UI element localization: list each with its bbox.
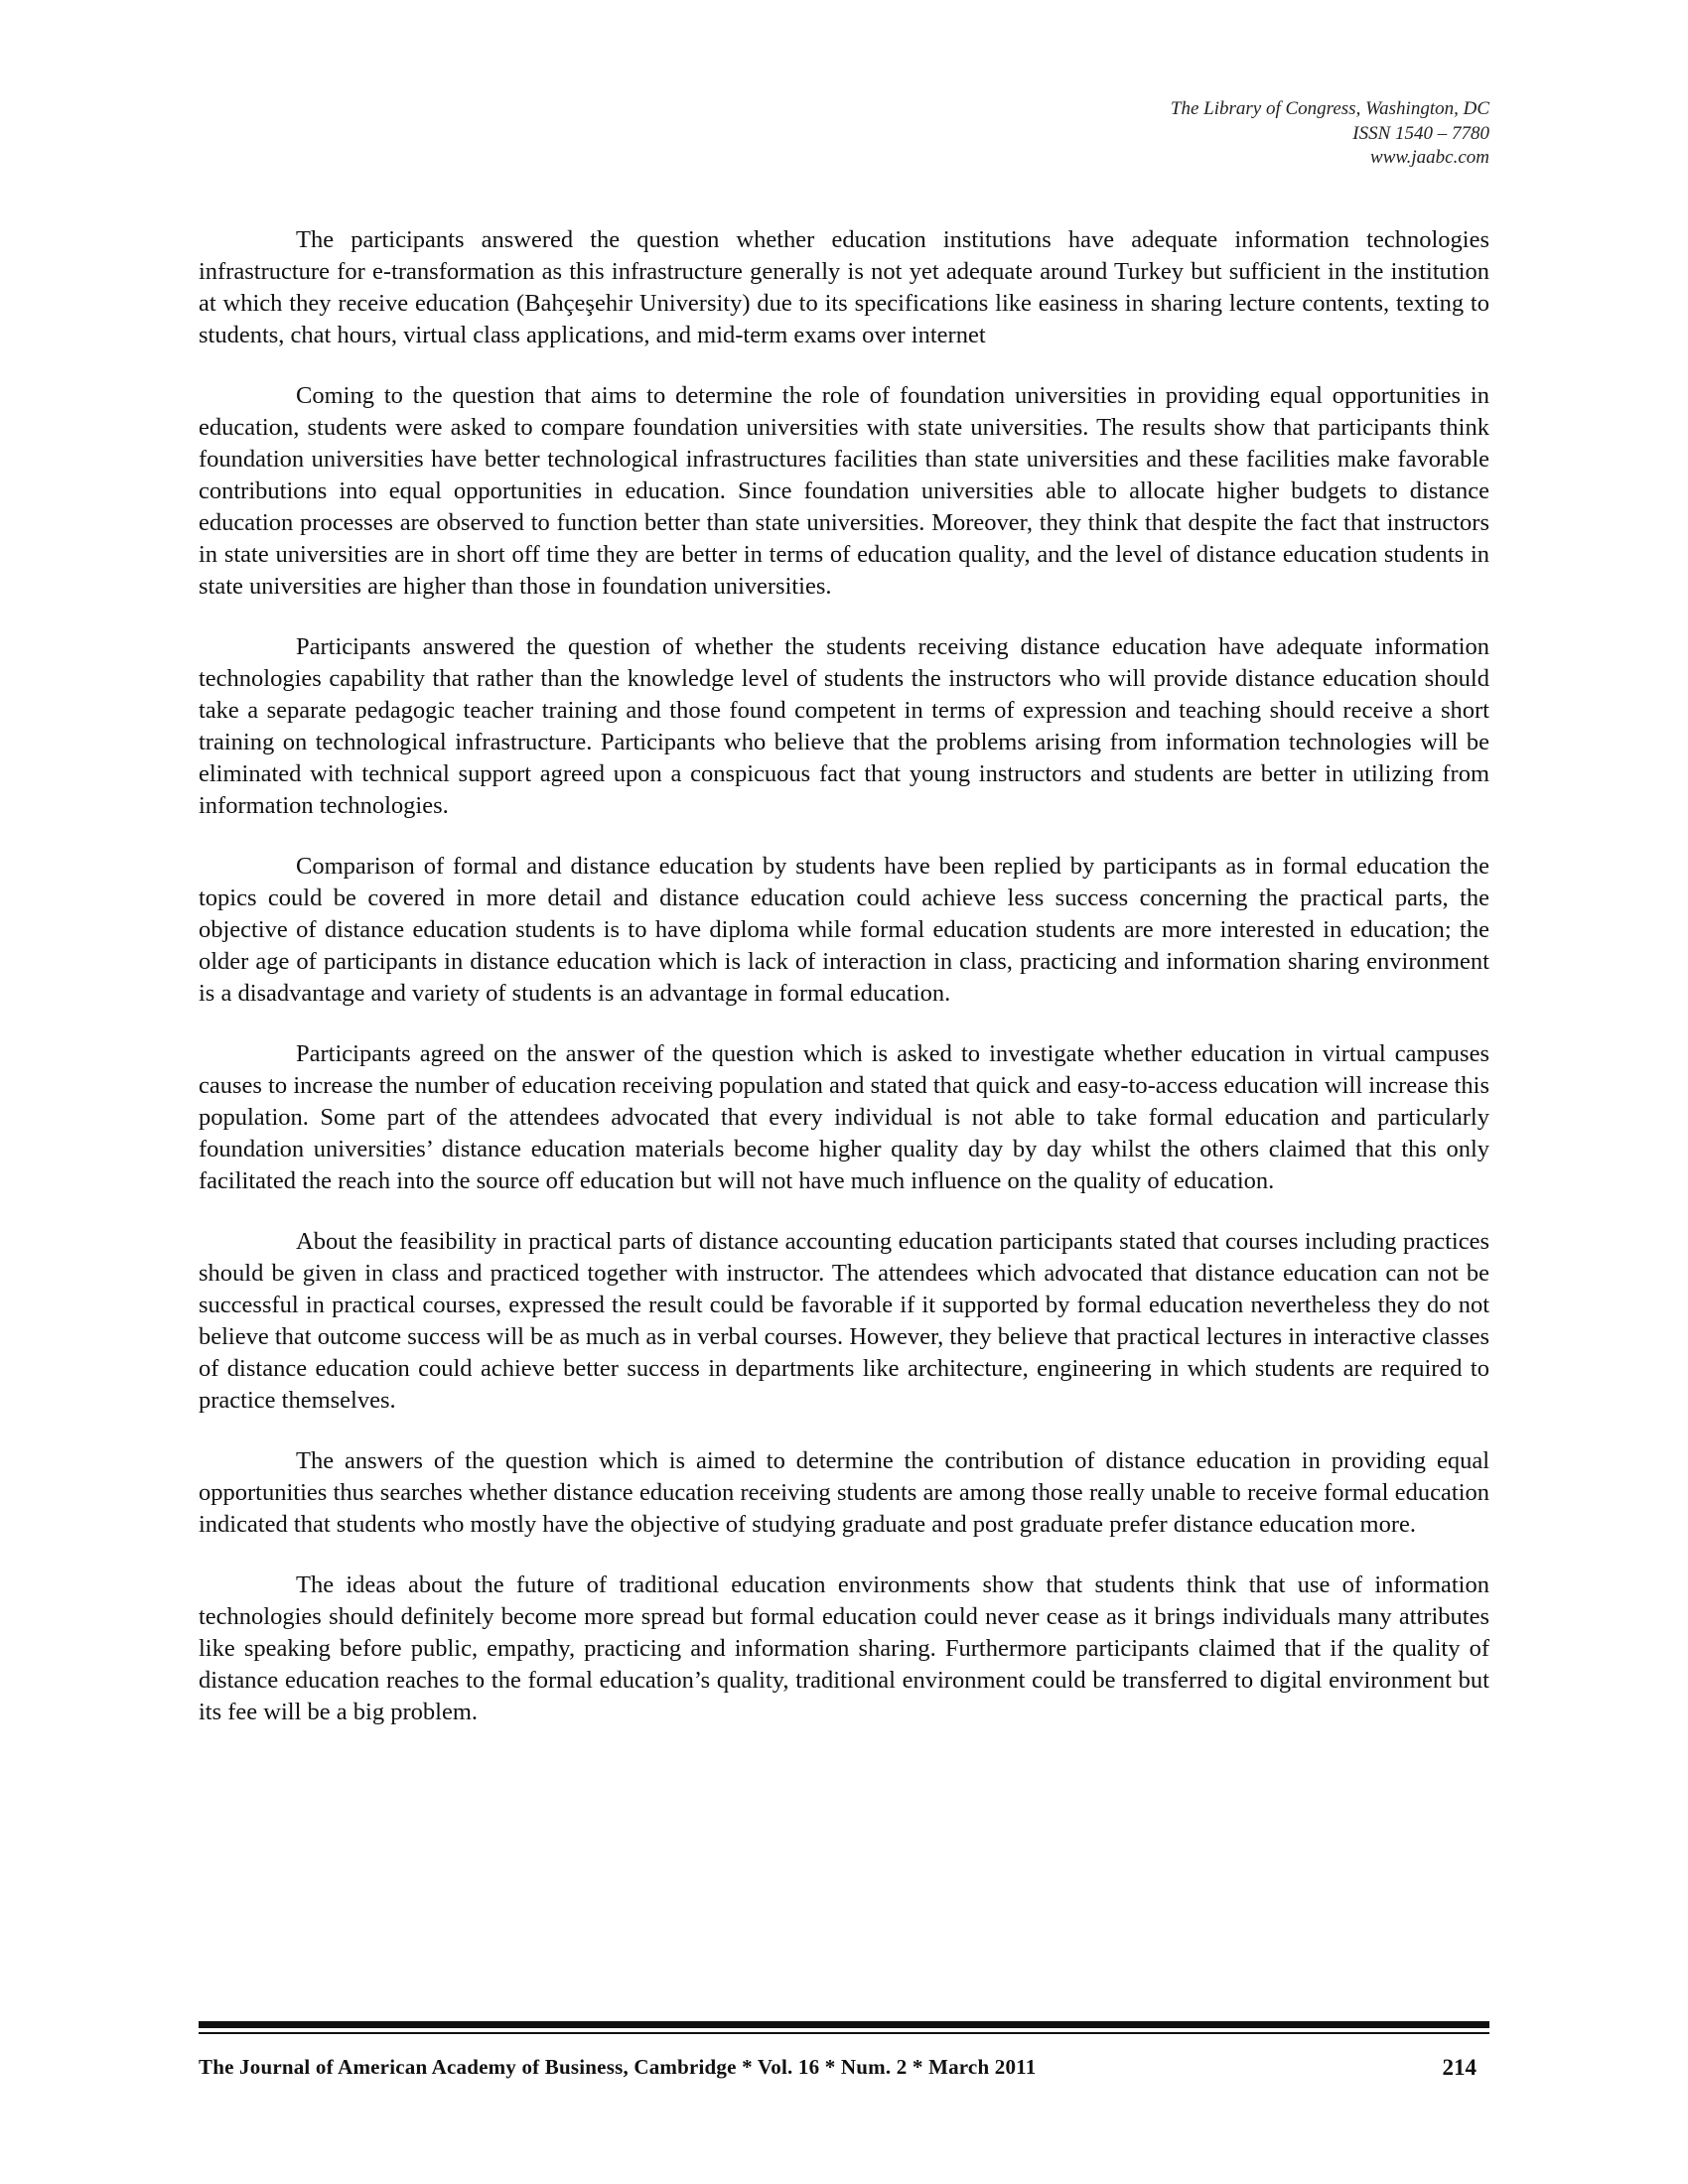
header-issn: ISSN 1540 – 7780 xyxy=(1352,122,1489,144)
running-header xyxy=(1171,97,1489,171)
paragraph-virtual-campuses: Participants agreed on the answer of the question which is asked to investigate whether education in virtual campuses causes to increase the number of education receiving population and stated that quick and easy-to-access education will increase this population. Some part of the attendees advocated that every individual is not able to take formal education and particularly foundation universities’ distance education materials become higher quality day by day whilst the others claimed that this only facilitated the reach into the source off education but will not have much influence on the quality of education. xyxy=(199,1040,1489,1194)
paragraph-formal-vs-distance: Comparison of formal and distance education by students have been replied by participants as in formal education the topics could be covered in more detail and distance education could achieve less success concerning the practical parts, the objective of distance education students is to have diploma while formal education students are more interested in education; the older age of participants in distance education which is lack of interaction in class, practicing and information sharing environment is a disadvantage and variety of students is an advantage in formal education. xyxy=(199,853,1489,1007)
paragraph-equal-opportunities: The answers of the question which is aimed to determine the contribution of distance education in providing equal opportunities thus searches whether distance education receiving students are among those really unable to receive formal education indicated that students who mostly have the objective of studying graduate and post graduate prefer distance education more. xyxy=(199,1447,1489,1538)
paragraph-foundation-universities: Coming to the question that aims to determine the role of foundation universities in providing equal opportunities in education, students were asked to compare foundation universities with state universities. The results show that participants think foundation universities have better technological infrastructures facilities than state universities and these facilities make favorable contributions into equal opportunities in education. Since foundation universities able to allocate higher budgets to distance education processes are observed to function better than state universities. Moreover, they think that despite the fact that instructors in state universities are in short off time they are better in terms of education quality, and the level of distance education students in state universities are higher than those in foundation universities. xyxy=(199,382,1489,600)
page-number: 214 xyxy=(1442,2055,1477,2080)
paragraph-infrastructure: The participants answered the question whether education institutions have adequate information technologies infrastructure for e-transformation as this infrastructure generally is not yet adequate around Turkey but sufficient in the institution at which they receive education (Bahçeşehir University) due to its specifications like easiness in sharing lecture contents, texting to students, chat hours, virtual class applications, and mid-term exams over internet xyxy=(199,226,1489,348)
header-publisher: The Library of Congress, Washington, DC xyxy=(1170,98,1489,119)
paragraph-future-environments: The ideas about the future of traditional education environments show that students think that use of information technologies should definitely become more spread but formal education could never cease as it brings individuals many attributes like speaking before public, empathy, practicing and information sharing. Furthermore participants claimed that if the quality of distance education reaches to the formal education’s quality, traditional environment could be transferred to digital environment but its fee will be a big problem. xyxy=(199,1571,1489,1725)
footer-divider-thick xyxy=(199,2021,1489,2028)
paragraph-practical-parts: About the feasibility in practical parts of distance accounting education participants stated that courses including practices should be given in class and practiced together with instructor. The attendees which advocated that distance education can not be successful in practical courses, expressed the result could be favorable if it supported by formal education nevertheless they do not believe that outcome success will be as much as in verbal courses. However, they believe that practical lectures in interactive classes of distance education could achieve better success in departments like architecture, engineering in which students are required to practice themselves. xyxy=(199,1228,1489,1414)
article-body xyxy=(199,224,1489,1757)
footer-journal-citation: The Journal of American Academy of Business, Cambridge * Vol. 16 * Num. 2 * March 2011 xyxy=(199,2055,1037,2079)
paragraph-it-capability: Participants answered the question of whether the students receiving distance education have adequate information technologies capability that rather than the knowledge level of students the instructors who will provide distance education should take a separate pedagogic teacher training and those found competent in terms of expression and teaching should receive a short training on technological infrastructure. Participants who believe that the problems arising from information technologies will be eliminated with technical support agreed upon a conspicuous fact that young instructors and students are better in utilizing from information technologies. xyxy=(199,633,1489,819)
footer-divider-thin xyxy=(199,2032,1489,2034)
header-website: www.jaabc.com xyxy=(1370,147,1489,169)
